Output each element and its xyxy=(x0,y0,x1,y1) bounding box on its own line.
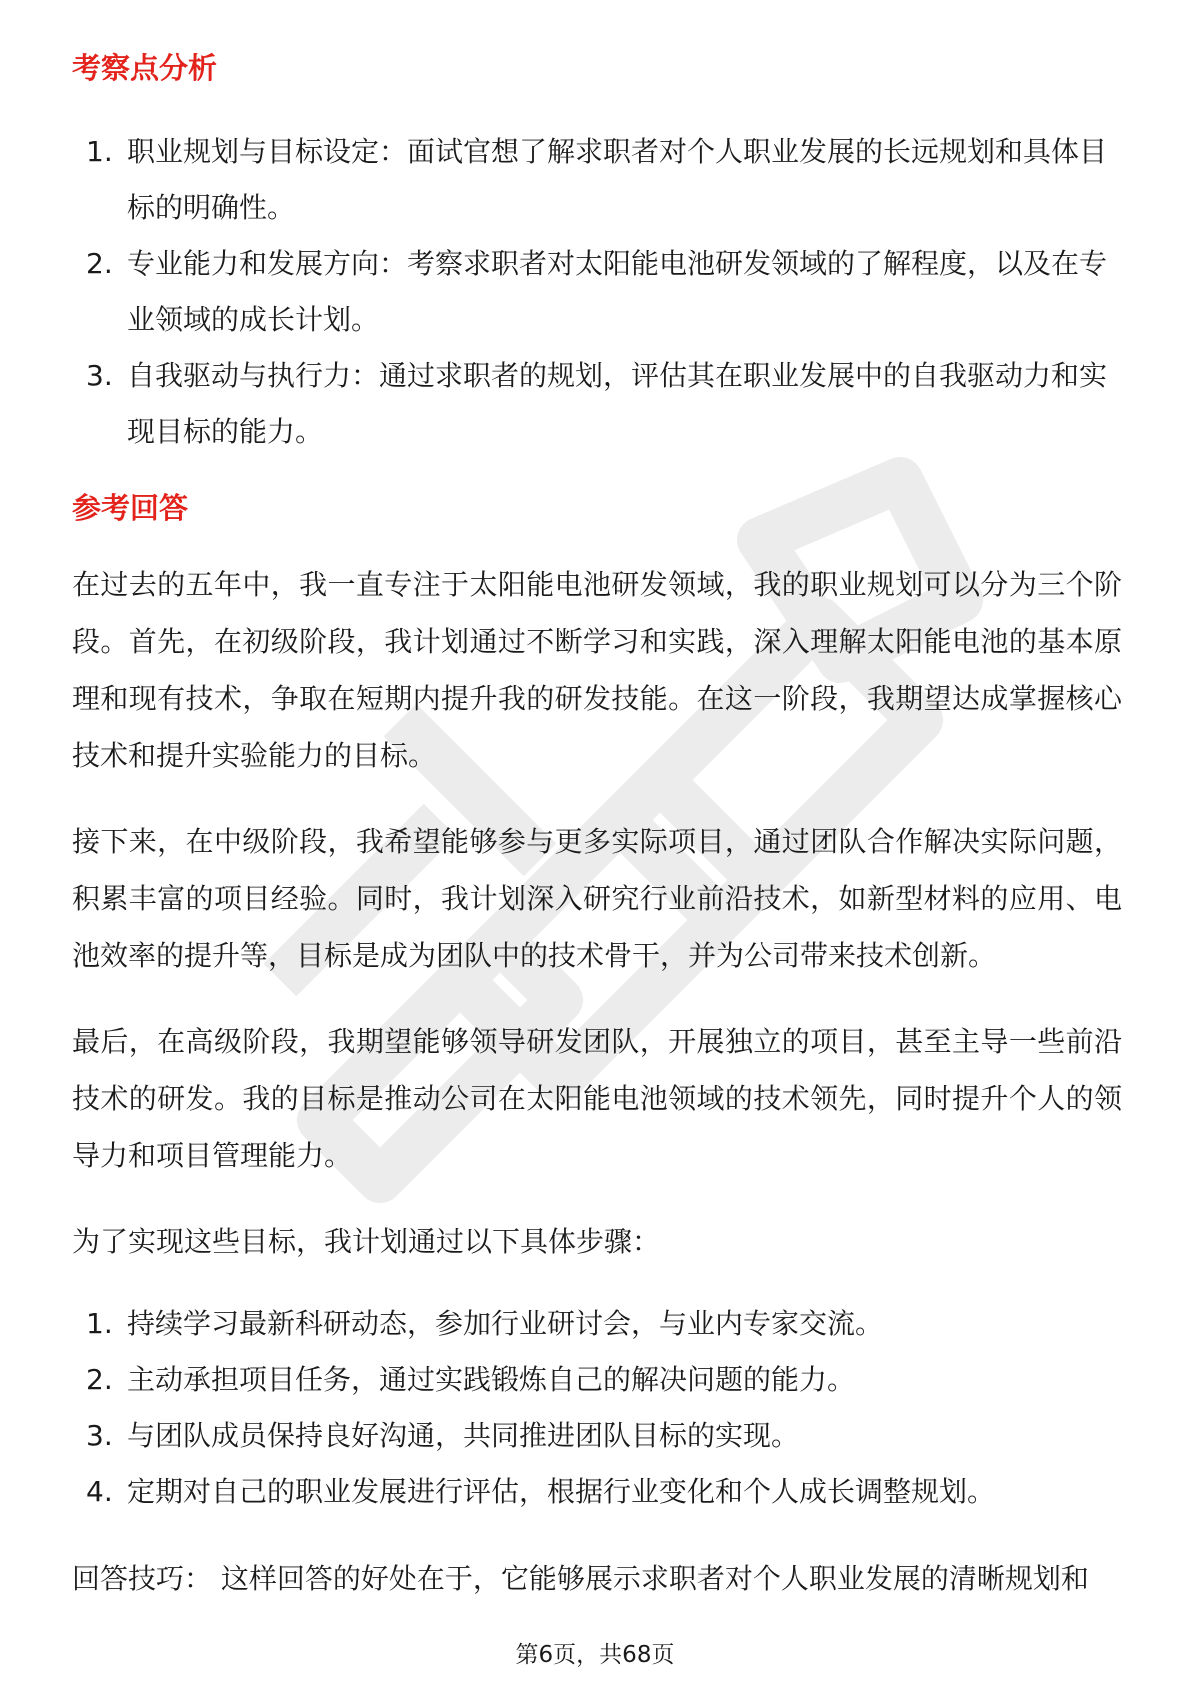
main-content xyxy=(72,46,1122,1607)
list-item xyxy=(72,348,1122,460)
list-number: 4. xyxy=(86,1475,113,1508)
list-item-text: 自我驱动与执行力：通过求职者的规划，评估其在职业发展中的自我驱动力和实现目标的能力。 xyxy=(127,359,1108,448)
list-number: 3. xyxy=(86,1419,113,1452)
list-number: 2. xyxy=(86,247,113,280)
section-title-reference-answer: 参考回答 xyxy=(72,491,189,525)
list-item-text: 与团队成员保持良好沟通，共同推进团队目标的实现。 xyxy=(127,1419,800,1452)
list-item xyxy=(72,1408,1122,1464)
answer-tip: 回答技巧： 这样回答的好处在于，它能够展示求职者对个人职业发展的清晰规划和 xyxy=(72,1562,1089,1595)
list-item-text: 职业规划与目标设定：面试官想了解求职者对个人职业发展的长远规划和具体目标的明确性。 xyxy=(127,135,1108,224)
page-number: 第6页，共68页 xyxy=(515,1642,675,1668)
answer-paragraph: 最后，在高级阶段，我期望能够领导研发团队，开展独立的项目，甚至主导一些前沿技术的研发。我的目标是推动公司在太阳能电池领域的技术领先，同时提升个人的领导力和项目管理能力。 xyxy=(72,1025,1122,1172)
list-number: 1. xyxy=(86,135,113,168)
answer-paragraph: 为了实现这些目标，我计划通过以下具体步骤： xyxy=(72,1225,661,1258)
list-item-text: 主动承担项目任务，通过实践锻炼自己的解决问题的能力。 xyxy=(127,1363,856,1396)
list-item-text: 持续学习最新科研动态，参加行业研讨会，与业内专家交流。 xyxy=(127,1307,884,1340)
list-number: 1. xyxy=(86,1307,113,1340)
list-item xyxy=(72,124,1122,236)
analysis-list xyxy=(72,124,1122,460)
list-item-text: 专业能力和发展方向：考察求职者对太阳能电池研发领域的了解程度，以及在专业领域的成长计划。 xyxy=(127,247,1108,336)
answer-paragraph: 接下来，在中级阶段，我希望能够参与更多实际项目，通过团队合作解决实际问题，积累丰富的项目经验。同时，我计划深入研究行业前沿技术，如新型材料的应用、电池效率的提升等，目标是成为团队中的技术骨干，并为公司带来技术创新。 xyxy=(72,825,1122,972)
list-item xyxy=(72,1464,1122,1520)
list-item xyxy=(72,1296,1122,1352)
answer-paragraph: 在过去的五年中，我一直专注于太阳能电池研发领域，我的职业规划可以分为三个阶段。首先，在初级阶段，我计划通过不断学习和实践，深入理解太阳能电池的基本原理和现有技术，争取在短期内提升我的研发技能。在这一阶段，我期望达成掌握核心技术和提升实验能力的目标。 xyxy=(72,568,1122,772)
section-title-analysis: 考察点分析 xyxy=(72,51,218,85)
list-item xyxy=(72,236,1122,348)
steps-list xyxy=(72,1296,1122,1520)
list-number: 3. xyxy=(86,359,113,392)
list-item-text: 定期对自己的职业发展进行评估，根据行业变化和个人成长调整规划。 xyxy=(127,1475,996,1508)
list-item xyxy=(72,1352,1122,1408)
list-number: 2. xyxy=(86,1363,113,1396)
